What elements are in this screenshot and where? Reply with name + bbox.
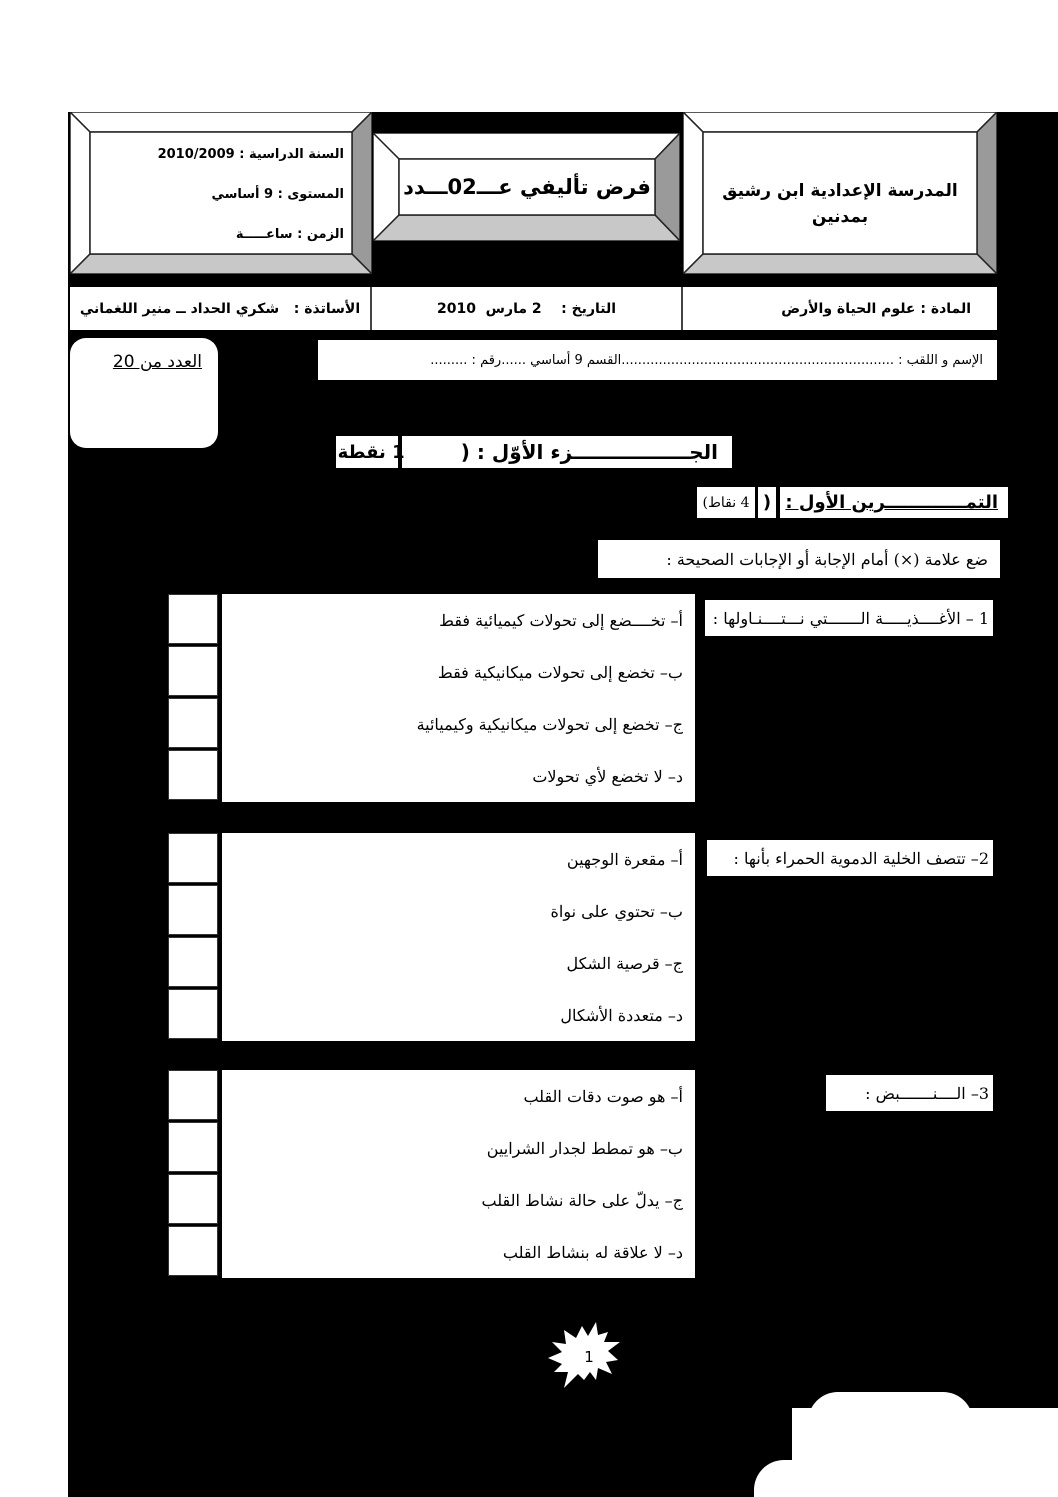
answer-option: أ– تخــــضع إلى تحولات كيميائية فقط	[439, 610, 683, 630]
exercise-paren-box	[758, 487, 776, 518]
teachers-cell	[70, 287, 372, 330]
student-name-field[interactable]	[318, 340, 997, 380]
section-title: الجـــــــــــــــــزء الأوّل : (	[460, 440, 718, 464]
answer-option: ج– يدلّ على حالة نشاط القلب	[481, 1190, 683, 1210]
exercise-title: التمـــــــــــــرين الأول :	[785, 492, 998, 513]
section-title-box	[402, 436, 732, 468]
question-label-text: 3– الــــنـــــــبض :	[865, 1083, 989, 1103]
exercise-title-box	[780, 487, 1008, 518]
answer-checkbox[interactable]	[168, 1122, 218, 1172]
page-number-badge	[548, 1322, 630, 1396]
section-points-box	[329, 436, 405, 468]
answer-option: ب– تحتوي على نواة	[550, 901, 683, 921]
answer-checkbox[interactable]	[168, 646, 218, 696]
answer-option: ج– قرصية الشكل	[566, 953, 683, 973]
answer-option: د– لا تخضع لأي تحولات	[532, 766, 683, 786]
answer-option: أ– هو صوت دقات القلب	[523, 1086, 683, 1106]
answer-checkbox[interactable]	[168, 1174, 218, 1224]
instruction	[598, 540, 1000, 578]
question-1-answers	[168, 594, 695, 802]
subject-cell	[683, 287, 997, 330]
answer-option: د– متعددة الأشكال	[560, 1005, 683, 1025]
question-label-text: 1 – الأغــــذيـــــة الـــــــتي نـــتــــنـاولها :	[712, 608, 989, 628]
school-year: السنة الدراسية : 2010/2009	[157, 146, 344, 162]
answer-checkbox[interactable]	[168, 1070, 218, 1120]
school-name: المدرسة الإعدادية ابن رشيق	[722, 181, 958, 201]
answer-checkbox[interactable]	[168, 885, 218, 935]
question-2-label	[707, 840, 993, 876]
exam-date: التاريخ : 2 مارس 2010	[436, 300, 617, 317]
answer-option: أ– مقعرة الوجهين	[566, 849, 683, 869]
answer-option: د– لا علاقة له بنشاط القلب	[502, 1242, 683, 1262]
question-2-answers	[168, 833, 695, 1041]
info-row	[70, 287, 997, 330]
exercise-paren: (	[762, 492, 772, 513]
question-1-label	[705, 600, 993, 636]
exercise-points-box	[697, 487, 755, 518]
page-number: 1	[584, 1348, 594, 1366]
white-patch	[792, 1408, 1058, 1497]
exam-title: فرض تأليفي عـــ02ـــدد	[403, 175, 651, 199]
answer-checkbox[interactable]	[168, 594, 218, 644]
question-3-label	[826, 1075, 993, 1111]
instruction-text: ضع علامة (×) أمام الإجابة أو الإجابات الصحيحة :	[666, 549, 988, 569]
subject: المادة : علوم الحياة والأرض	[781, 300, 971, 317]
answer-checkbox[interactable]	[168, 1226, 218, 1276]
question-3-answers	[168, 1070, 695, 1278]
question-label-text: 2– تتصف الخلية الدموية الحمراء بأنها :	[733, 848, 989, 868]
date-cell	[372, 287, 683, 330]
exam-title-box	[373, 133, 680, 241]
answer-option: ب– تخضع إلى تحولات ميكانيكية فقط	[437, 662, 683, 682]
answer-checkbox[interactable]	[168, 698, 218, 748]
duration: الزمن : ساعـــــة	[235, 226, 344, 242]
answer-option: ب– هو تمطط لجدار الشرايين	[486, 1138, 683, 1158]
exercise-points: 4 نقاط)	[702, 494, 750, 511]
info-box-left	[70, 112, 372, 274]
answer-checkbox[interactable]	[168, 750, 218, 800]
answer-checkbox[interactable]	[168, 833, 218, 883]
section-points: 1 نقطة)	[329, 441, 405, 463]
score-box[interactable]	[70, 338, 218, 448]
school-box	[683, 112, 997, 274]
student-name-line: الإسم و اللقب : ..................................................................القسم 9 أساسي ......رقم : .........	[430, 352, 983, 368]
school-town: بمدنين	[811, 207, 869, 227]
answer-checkbox[interactable]	[168, 937, 218, 987]
teachers: الأساتذة : شكري الحداد ــ منير اللغماني	[79, 300, 361, 317]
level: المستوى : 9 أساسي	[211, 186, 344, 202]
score-label: العدد من 20	[112, 352, 202, 372]
answer-option: ج– تخضع إلى تحولات ميكانيكية وكيميائية	[416, 714, 683, 734]
answer-checkbox[interactable]	[168, 989, 218, 1039]
